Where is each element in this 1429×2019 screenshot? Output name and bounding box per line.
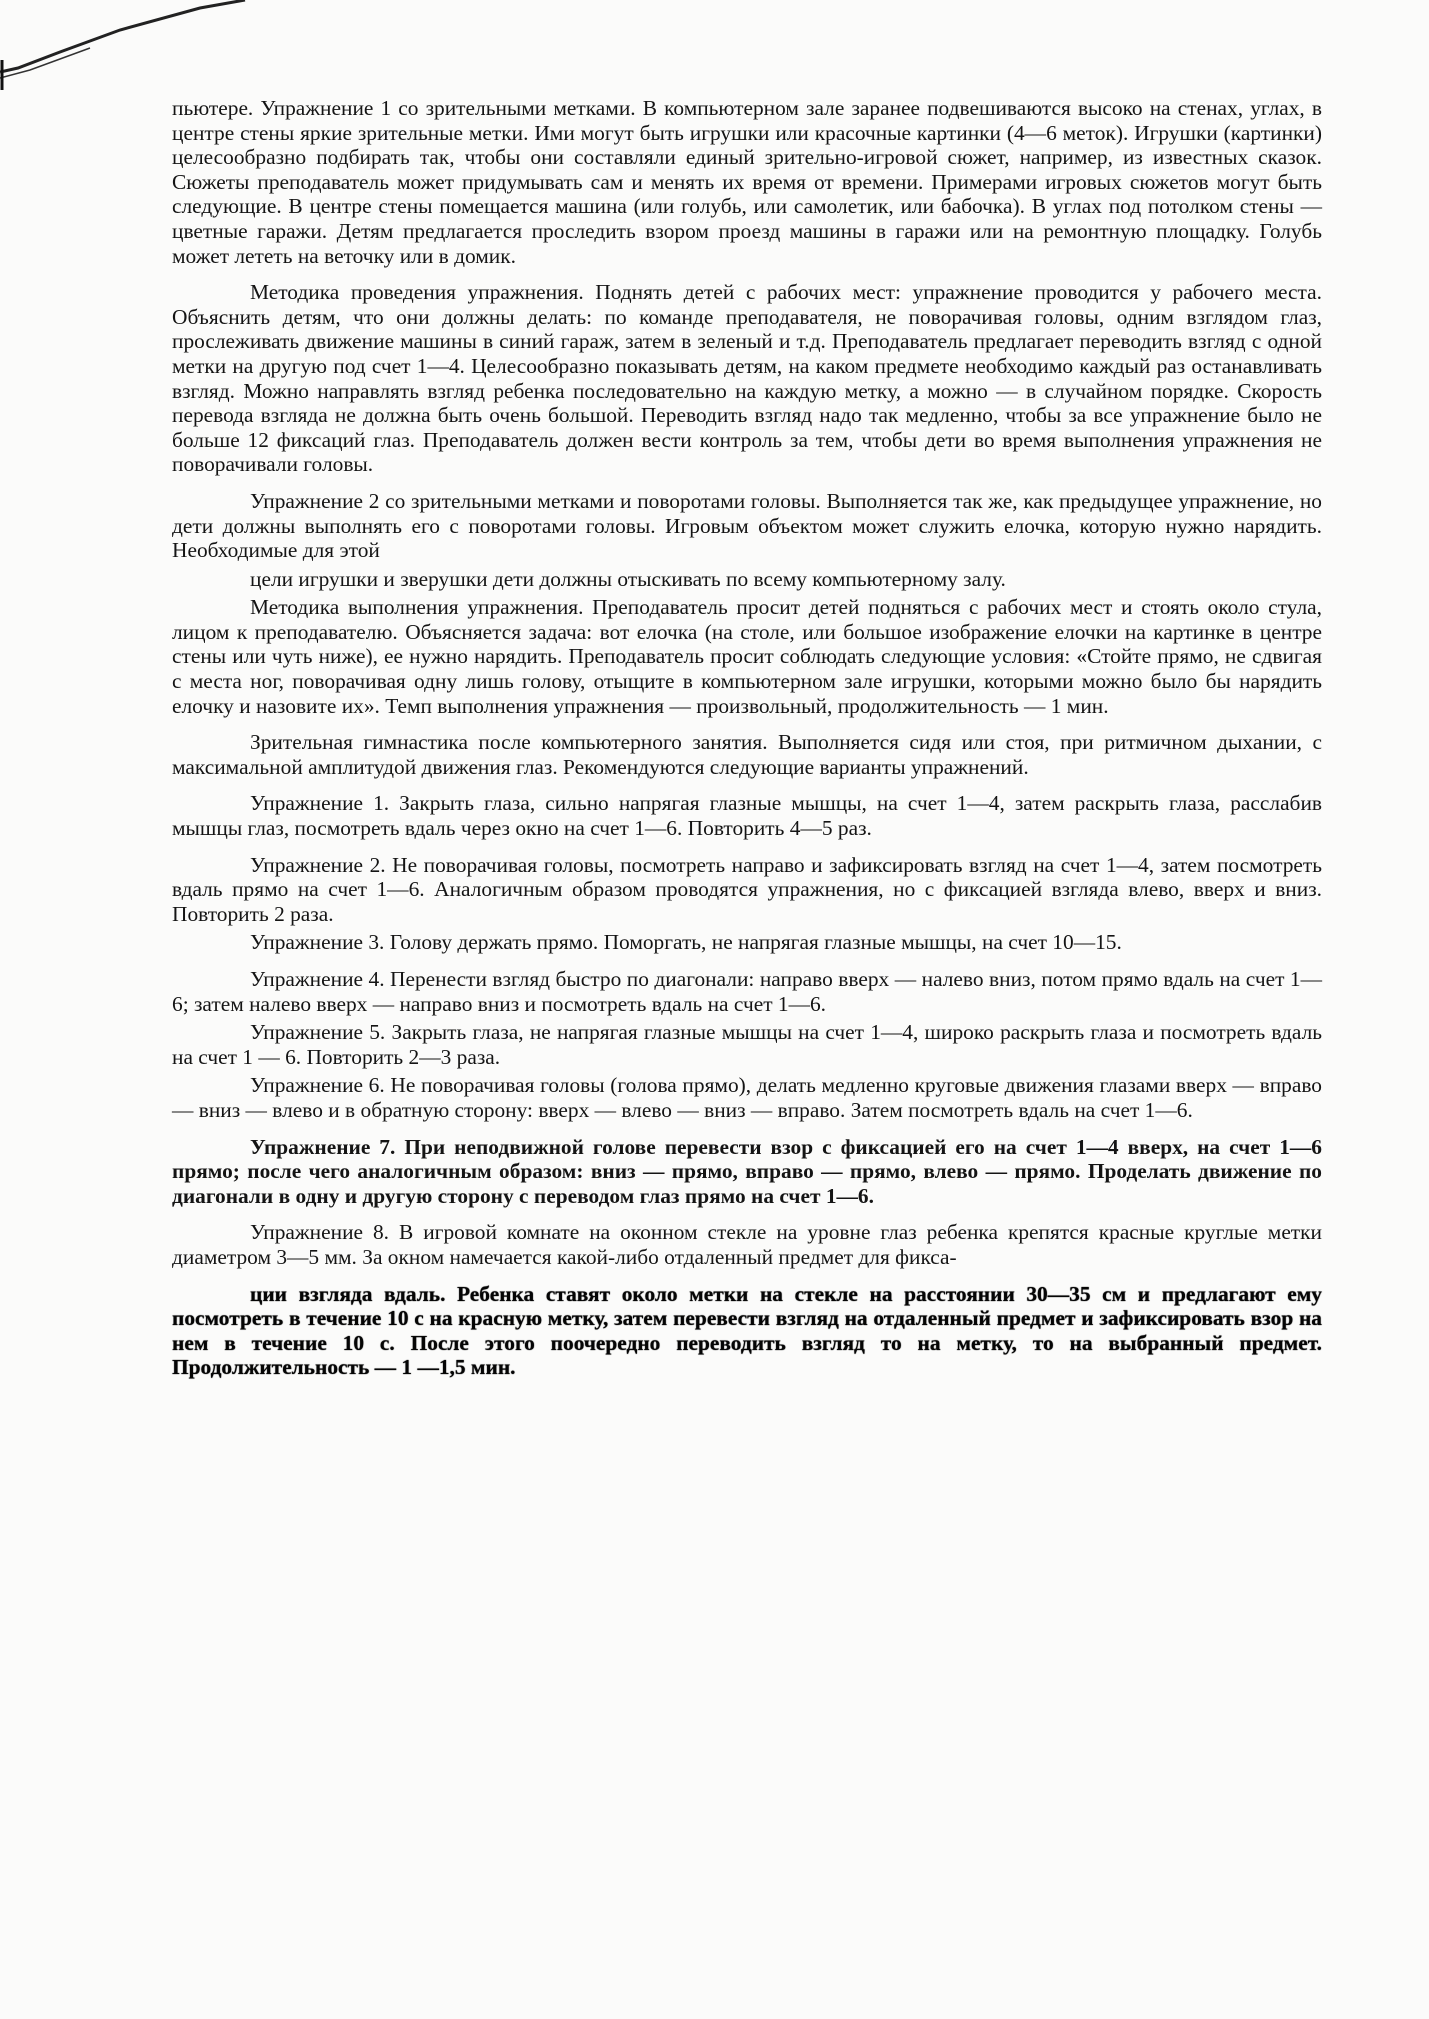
scan-edge-mark <box>0 0 260 90</box>
paragraph-gym-exercise-5: Упражнение 5. Закрыть глаза, не напрягая глазные мышцы на счет 1—4, широко раскрыть глаза и посмотреть вдаль на счет 1 — 6. Повторить 2—3 раза. <box>172 1020 1322 1069</box>
paragraph-gym-exercise-1: Упражнение 1. Закрыть глаза, сильно напрягая глазные мышцы, на счет 1—4, затем раскрыть глаза, расслабив мышцы глаз, посмотреть вдаль через окно на счет 1—6. Повторить 4—5 раз. <box>172 791 1322 841</box>
paragraph-gym-exercise-6: Упражнение 6. Не поворачивая головы (голова прямо), делать медленно круговые движения глазами вверх — вправо — вниз — влево и в обратную сторону: вверх — влево — вниз — вправо. Затем посмотреть вдаль на счет 1—6. <box>172 1073 1322 1122</box>
paragraph-gym-exercise-8: Упражнение 8. В игровой комнате на оконном стекле на уровне глаз ребенка крепятся красные круглые метки диаметром 3—5 мм. За окном намечается какой-либо отдаленный предмет для фикса- <box>172 1220 1322 1269</box>
paragraph-exercise-1-labels: пьютере. Упражнение 1 со зрительными метками. В компьютерном зале заранее подвешиваются высоко на стенах, углах, в центре стены яркие зрительные метки. Ими могут быть игрушки или красочные картинки (4—6 меток). Игрушки (картинки) целесообразно подбирать так, чтобы они составляли единый зрительно-игровой сюжет, например, из известных сказок. Сюжеты преподаватель может придумывать сам и менять их время от времени. Примерами игровых сюжетов могут быть следующие. В центре стены помещается машина (или голубь, или самолетик, или бабочка). В углах под потолком стены — цветные гаражи. Детям предлагается проследить взором проезд машины в гаражи или на ремонтную площадку. Голубь может лететь на веточку или в домик. <box>172 96 1322 268</box>
paragraph-gym-exercise-3: Упражнение 3. Голову держать прямо. Поморгать, не напрягая глазные мышцы, на счет 10—15. <box>250 930 1122 955</box>
paragraph-method-1: Методика проведения упражнения. Поднять детей с рабочих мест: упражнение проводится у рабочего места. Объяснить детям, что они должны делать: по команде преподавателя, не поворачивая головы, одним взглядом глаз, прослеживать движение машины в синий гараж, затем в зеленый и т.д. Преподаватель предлагает переводить взгляд с одной метки на другую под счет 1—4. Целесообразно показывать детям, на каком предмете необходимо каждый раз останавливать взгляд. Можно направлять взгляд ребенка последовательно на каждую метку, а можно — в случайном порядке. Скорость перевода взгляда не должна быть очень большой. Переводить взгляд надо так медленно, чтобы за все упражнение было не больше 12 фиксаций глаз. Преподаватель должен вести контроль за тем, чтобы дети во время выполнения упражнения не поворачивали головы. <box>172 280 1322 477</box>
paragraph-gym-exercise-4: Упражнение 4. Перенести взгляд быстро по диагонали: направо вверх — налево вниз, потом прямо вдаль на счет 1—6; затем налево вверх — направо вниз и посмотреть вдаль на счет 1—6. <box>172 967 1322 1016</box>
paragraph-gym-exercise-7: Упражнение 7. При неподвижной голове перевести взор с фиксацией его на счет 1—4 вверх, на счет 1—6 прямо; после чего аналогичным образом: вниз — прямо, вправо — прямо, влево — прямо. Проделать движение по диагонали в одну и другую сторону с переводом глаз прямо на счет 1—6. <box>172 1134 1322 1208</box>
page-body-text <box>172 96 1322 1392</box>
paragraph-method-2: Методика выполнения упражнения. Преподаватель просит детей подняться с рабочих мест и стоять около стула, лицом к преподавателю. Объясняется задача: вот елочка (на столе, или большое изображение елочки на картинке в центре стены или чуть ниже), ее нужно нарядить. Преподаватель просит соблюдать следующие условия: «Стойте прямо, не сдвигая с места ног, поворачивая одну лишь голову, отыщите в компьютерном зале игрушки, которыми можно было бы нарядить елочку и назовите их». Темп выполнения упражнения — произвольный, продолжительность — 1 мин. <box>172 595 1322 718</box>
paragraph-gymnastics-intro: Зрительная гимнастика после компьютерного занятия. Выполняется сидя или стоя, при ритмичном дыхании, с максимальной амплитудой движения глаз. Рекомендуются следующие варианты упражнений. <box>172 730 1322 779</box>
paragraph-exercise-2-labels: Упражнение 2 со зрительными метками и поворотами головы. Выполняется так же, как предыдущее упражнение, но дети должны выполнять его с поворотами головы. Игровым объектом может служить елочка, которую нужно нарядить. Необходимые для этой <box>172 488 1322 563</box>
paragraph-gym-exercise-2: Упражнение 2. Не поворачивая головы, посмотреть направо и зафиксировать взгляд на счет 1—4, затем посмотреть вдаль прямо на счет 1—6. Аналогичным образом проводятся упражнения, но с фиксацией взгляда влево, вверх и вниз. Повторить 2 раза. <box>172 852 1322 926</box>
paragraph-gym-exercise-8-continuation: ции взгляда вдаль. Ребенка ставят около метки на стекле на расстоянии 30—35 см и предлагают ему посмотреть в течение 10 с на красную метку, затем перевести взгляд на отдаленный предмет и зафиксировать взор на нем в течение 10 с. После этого поочередно переводить взгляд то на метку, то на выбранный предмет. Продолжительность — 1 —1,5 мин. <box>172 1281 1322 1380</box>
paragraph-exercise-2-continuation: цели игрушки и зверушки дети должны отыскивать по всему компьютерному залу. <box>250 566 1006 591</box>
